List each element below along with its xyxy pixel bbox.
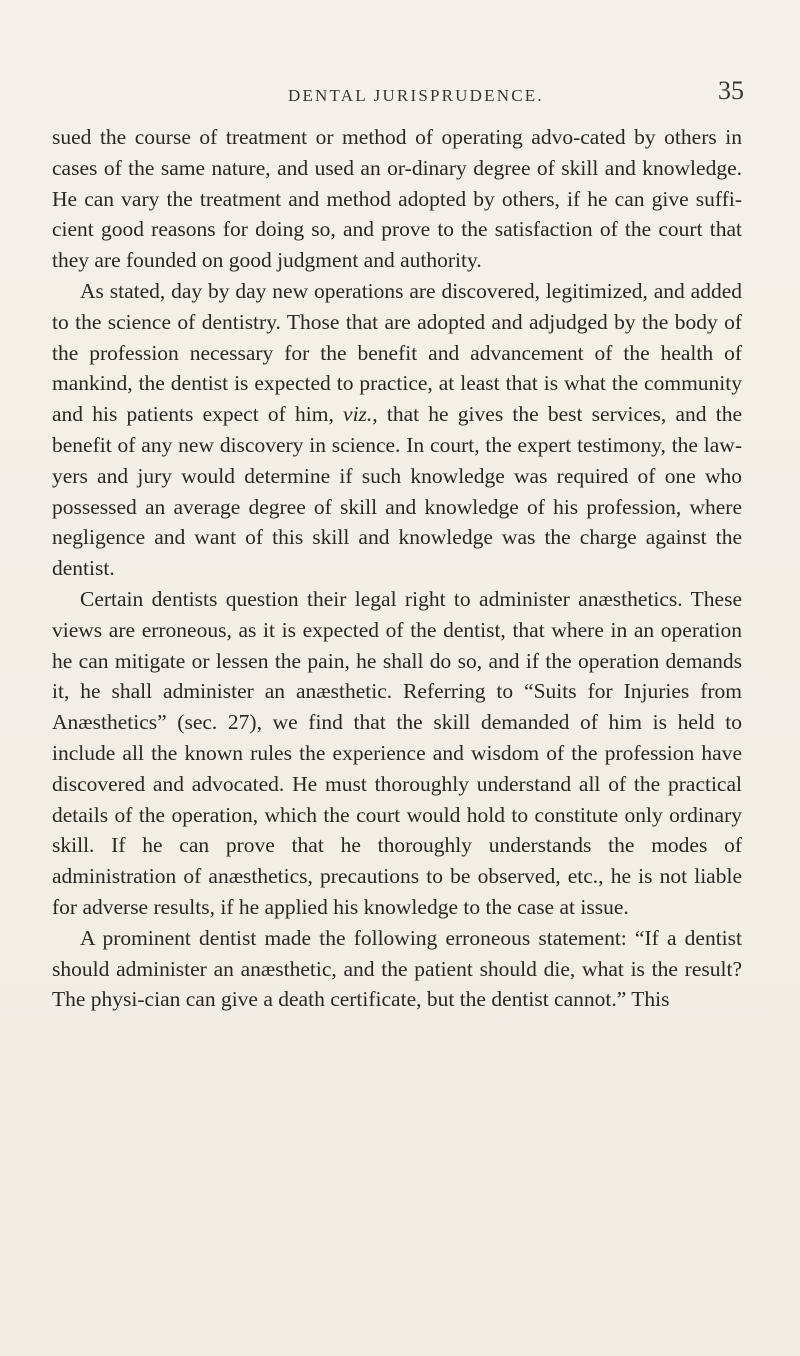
viz-abbreviation: viz.	[343, 402, 373, 427]
running-head	[0, 76, 800, 112]
running-title: DENTAL JURISPRUDENCE.	[288, 86, 544, 105]
body-text	[52, 122, 742, 1015]
paragraph-3: Certain dentists question their legal right to administer anæsthetics. These views are erroneous, as it is expected of the dentist, that where in an operation he can mitigate or lessen the pain, he shall do so, and if the operation demands it, he shall administer an anæsthetic. Referring to “Suits for Injuries from Anæsthetics” (sec. 27), we find that the skill demanded of him is held to include all the known rules the experience and wisdom of the profession have discovered and advocated. He must thoroughly understand all of the practical details of the operation, which the court would hold to constitute only ordinary skill. If he can prove that he thoroughly understands the modes of administration of anæsthetics, precautions to be observed, etc., he is not liable for adverse results, if he applied his knowledge to the case at issue.	[52, 586, 742, 919]
paragraph-1: sued the course of treatment or method of operating advo-cated by others in cases of the same nature, and used an or-dinary degree of skill and knowledge. He can vary the treatment and method adopted by others, if he can give suffi-cient good reasons for doing so, and prove to the satisfaction of the court that they are founded on good judgment and authority.	[52, 125, 742, 273]
paragraph-4: A prominent dentist made the following erroneous statement: “If a dentist should administer an anæsthetic, and the patient should die, what is the result? The physi-cian can give a death certificate, but the dentist cannot.” This	[52, 925, 742, 1012]
paragraph-2-part-1: As stated, day by day new operations are discovered, legitimized, and added to the science of dentistry. Those that are adopted and adjudged by the body of the profession necessary for the benefit and advancement of the health of mankind, the dentist is expected to practice, at least that is what the community and his patients expect of him,	[52, 278, 742, 427]
paragraph-2	[52, 276, 742, 584]
paragraph-2-part-2: , that he gives the best services, and the benefit of any new discovery in science. In court, the expert testimony, the law-yers and jury would determine if such knowledge was required of one who possessed an average degree of skill and knowledge of his profession, where negligence and want of this skill and knowledge was the charge against the dentist.	[52, 402, 742, 581]
page-number: 35	[718, 76, 744, 105]
